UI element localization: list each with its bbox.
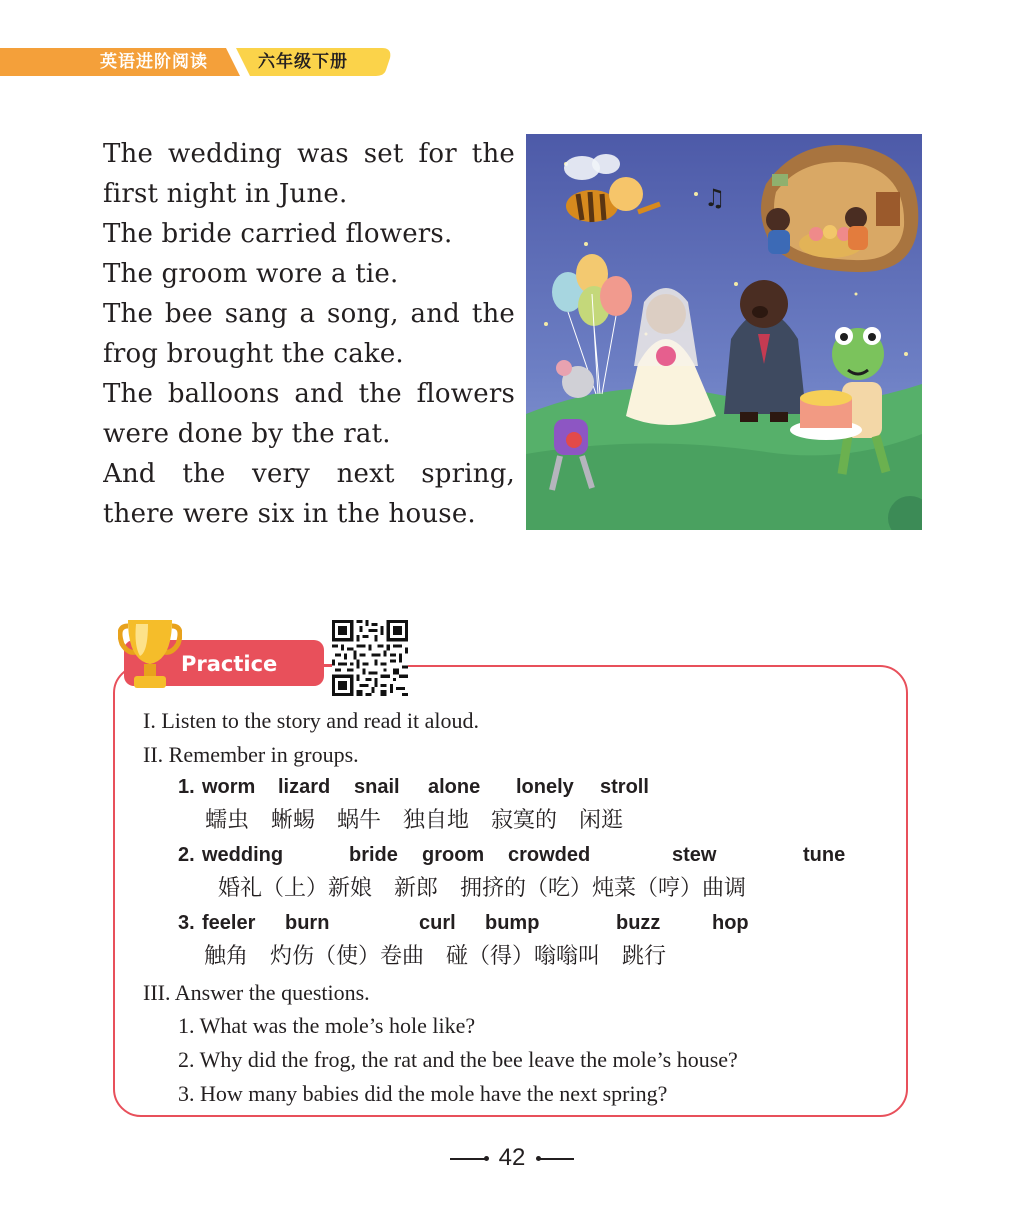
trophy-icon: [118, 616, 182, 694]
story-line: The bee sang a song, and the: [103, 299, 515, 329]
vocab-word: stroll: [600, 776, 649, 798]
question-item: 2. Why did the frog, the rat and the bee leave the mole’s house?: [178, 1047, 738, 1072]
svg-text:♫: ♫: [704, 184, 726, 212]
vocab-word: wedding: [202, 844, 284, 866]
divider: [450, 1158, 485, 1160]
meanings-group-3: 触角 灼伤（使）卷曲 碰（得）嗡嗡叫 跳行: [204, 944, 667, 969]
story-line: were done by the rat.: [103, 419, 391, 449]
practice-header: [114, 616, 324, 696]
series-title: 英语进阶阅读: [100, 52, 208, 72]
story-line: The bride carried flowers.: [103, 219, 453, 249]
divider-dot: [484, 1156, 489, 1161]
word-group-3: [178, 910, 798, 938]
vocab-word: curl: [419, 912, 456, 934]
group-number: 3.: [178, 912, 195, 934]
vocab-word: lonely: [516, 776, 574, 798]
word-group-2: [178, 842, 858, 870]
qr-code-icon[interactable]: [332, 620, 408, 696]
section-1-heading: I. Listen to the story and read it aloud.: [143, 708, 480, 733]
story-line: there were six in the house.: [103, 499, 476, 529]
vocab-word: burn: [285, 912, 330, 934]
story-line: And the very next spring,: [103, 459, 515, 489]
story-line: first night in June.: [103, 179, 348, 209]
vocab-word: bump: [485, 912, 540, 934]
question-item: 3. How many babies did the mole have the next spring?: [178, 1081, 668, 1106]
vocab-word: alone: [428, 776, 481, 798]
grade-label: 六年级下册: [258, 52, 348, 72]
vocab-word: stew: [672, 844, 717, 866]
meanings-group-2: 婚礼（上）新娘 新郎 拥挤的（吃）炖菜（哼）曲调: [218, 876, 747, 901]
group-number: 2.: [178, 844, 195, 866]
question-item: 1. What was the mole’s hole like?: [178, 1013, 476, 1038]
vocab-word: buzz: [616, 912, 661, 934]
vocab-word: groom: [422, 844, 485, 866]
section-3-heading: III. Answer the questions.: [143, 980, 370, 1005]
vocab-word: worm: [202, 776, 256, 798]
word-group-1: [178, 774, 698, 802]
story-text: [103, 134, 515, 534]
page-number: [450, 1143, 574, 1173]
vocab-word: bride: [349, 844, 398, 866]
practice-label: Practice: [181, 652, 278, 676]
story-line: frog brought the cake.: [103, 339, 404, 369]
story-line: The balloons and the flowers: [103, 379, 515, 409]
header-banner: [0, 48, 392, 76]
vocab-word: tune: [803, 844, 846, 866]
story-line: The groom wore a tie.: [103, 259, 399, 289]
vocab-word: feeler: [202, 912, 256, 934]
page-number-text: 42: [498, 1144, 526, 1171]
story-line: The wedding was set for the: [103, 139, 515, 169]
group-number: 1.: [178, 776, 195, 798]
wedding-illustration: [526, 134, 922, 530]
vocab-word: lizard: [278, 776, 331, 798]
section-2-heading: II. Remember in groups.: [143, 742, 359, 767]
divider: [539, 1158, 574, 1160]
connector-line: [310, 664, 332, 666]
meanings-group-1: 蠕虫 蜥蜴 蜗牛 独自地 寂寞的 闲逛: [205, 808, 624, 833]
vocab-word: crowded: [508, 844, 591, 866]
vocab-word: snail: [354, 776, 400, 798]
vocab-word: hop: [712, 912, 749, 934]
